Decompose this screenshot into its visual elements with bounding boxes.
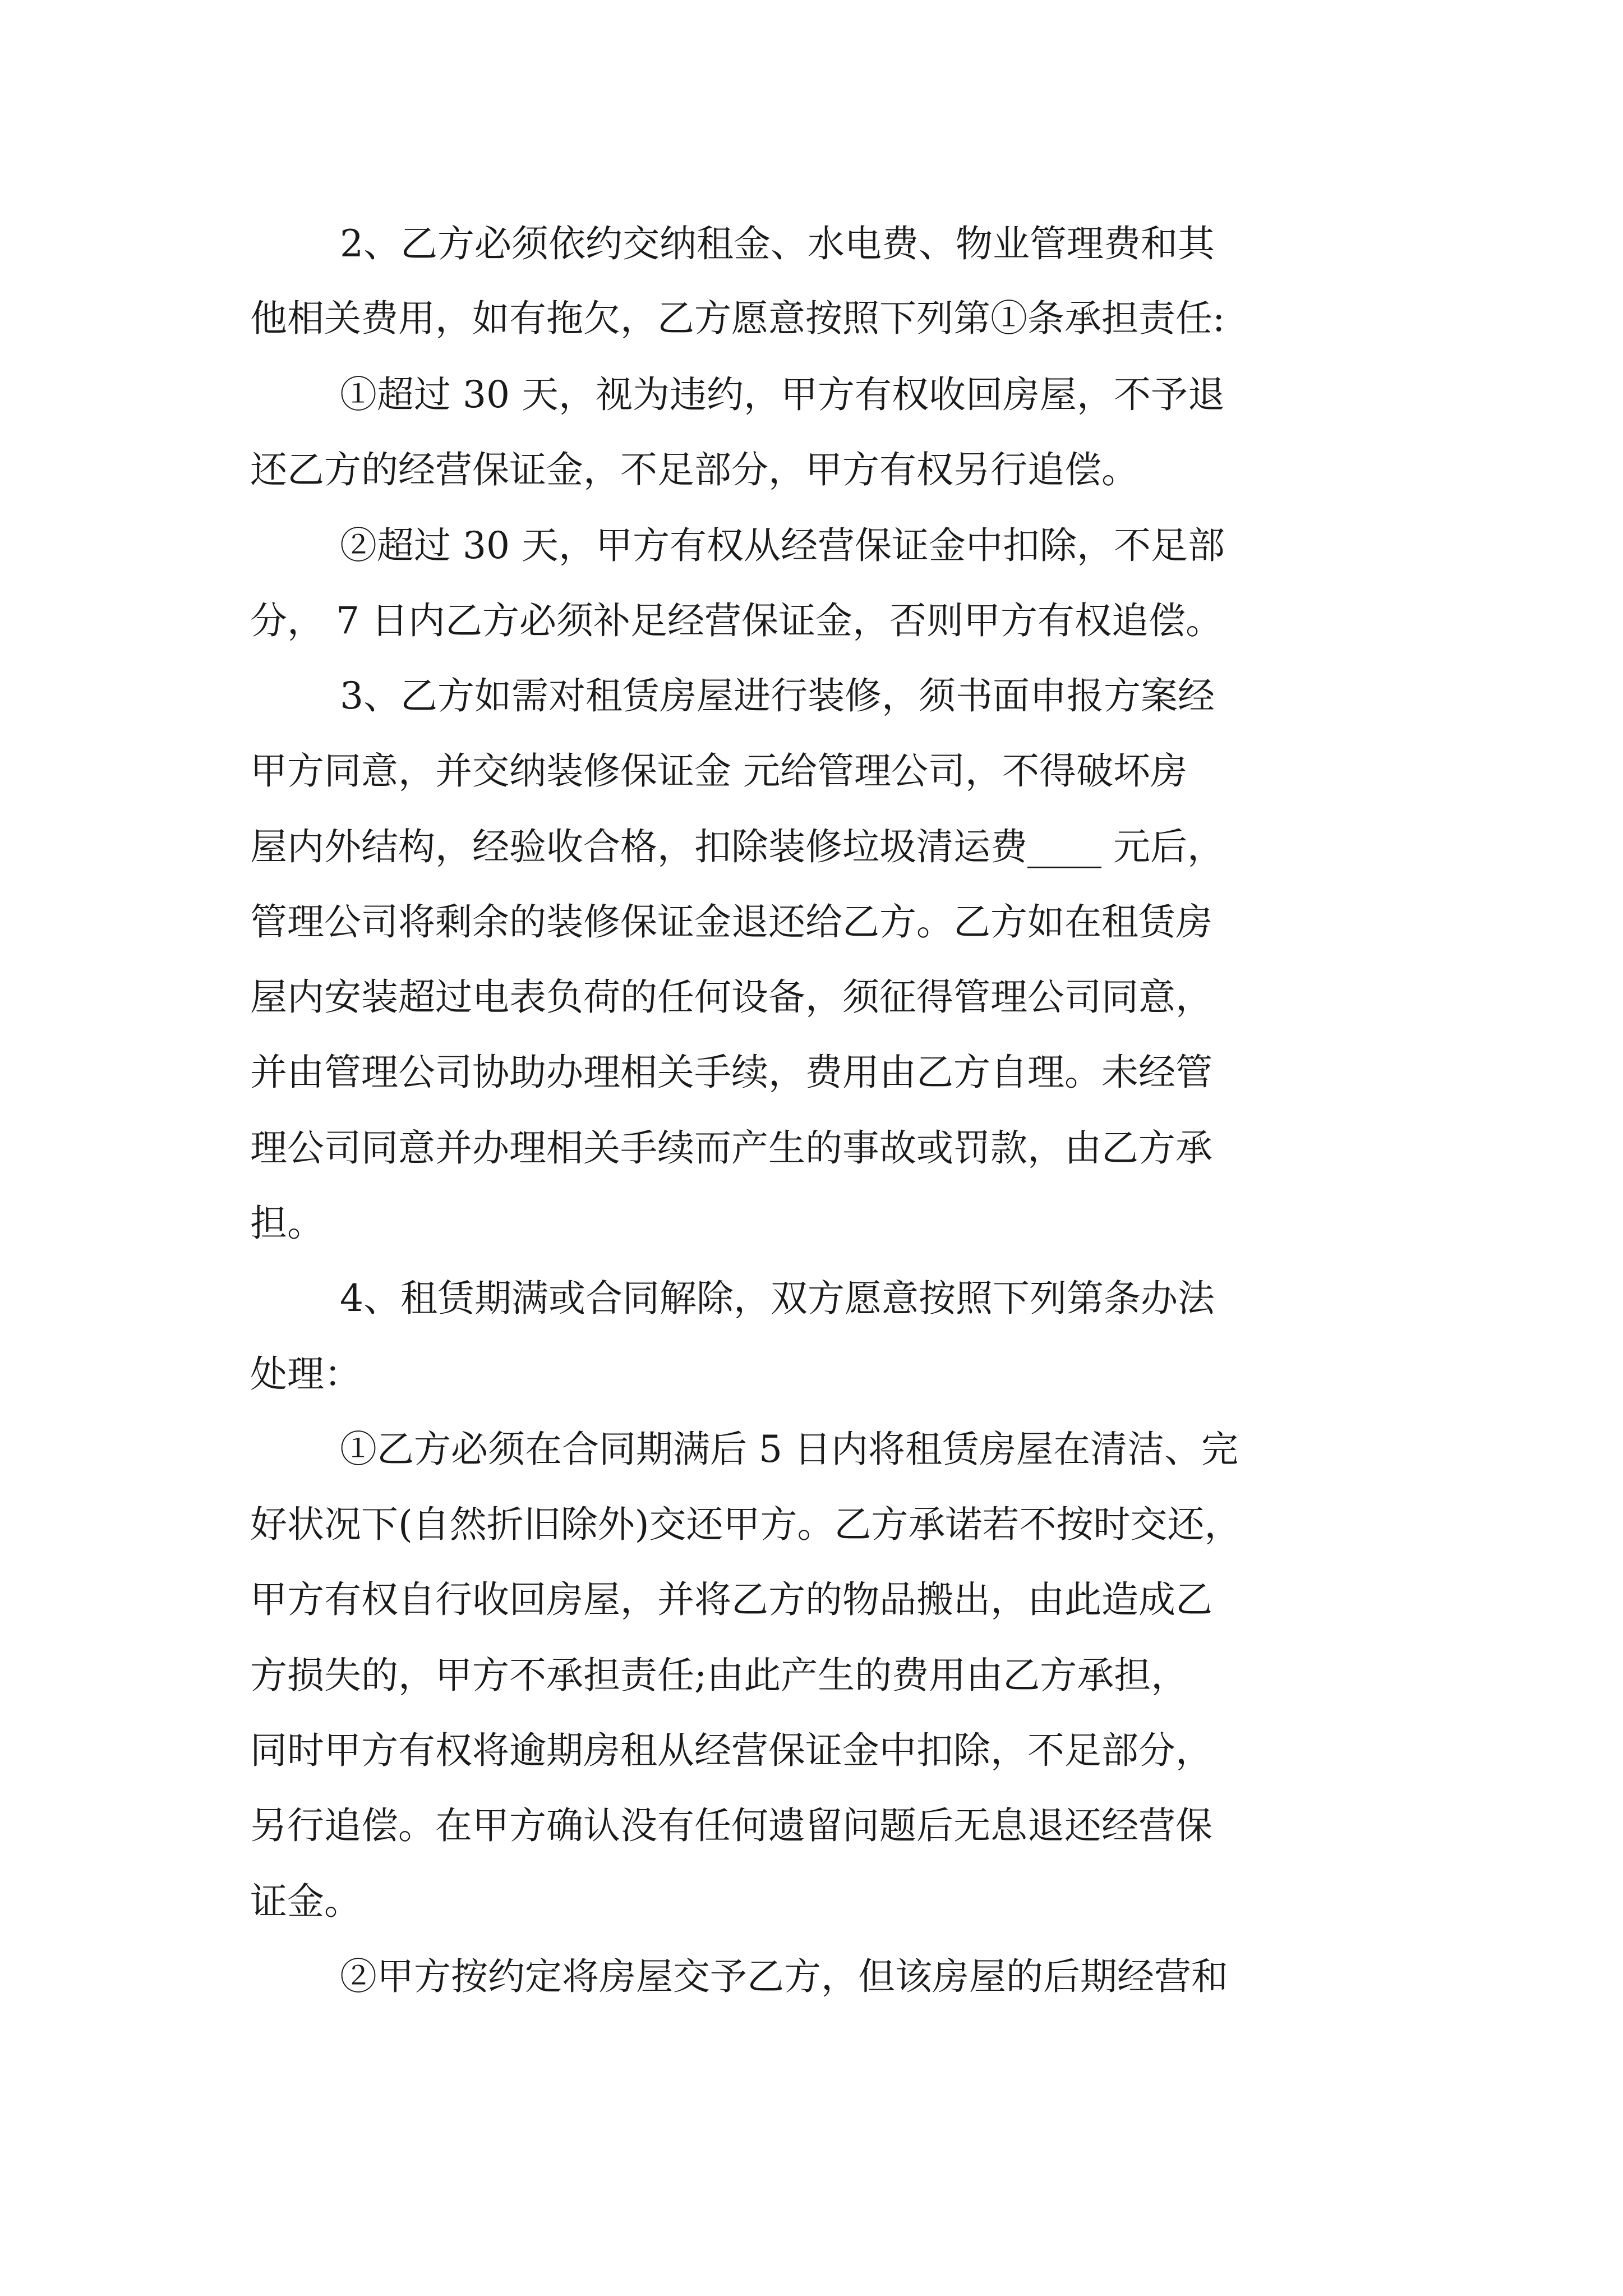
text-line: 处理： bbox=[250, 1352, 361, 1396]
text-line: 屋内外结构，经验收合格，扣除装修垃圾清运费____ 元后， bbox=[250, 825, 1224, 868]
text-line: 证金。 bbox=[250, 1880, 361, 1923]
text-line: ②超过 30 天，甲方有权从经营保证金中扣除，不足部 bbox=[340, 524, 1225, 567]
text-line: 方损失的，甲方不承担责任;由此产生的费用由乙方承担， bbox=[250, 1654, 1188, 1697]
text-line: 并由管理公司协助办理相关手续，费用由乙方自理。未经管 bbox=[250, 1051, 1212, 1094]
text-line: 2、乙方必须依约交纳租金、水电费、物业管理费和其 bbox=[340, 222, 1215, 265]
text-line: 担。 bbox=[250, 1202, 324, 1245]
text-line: 好状况下(自然折旧除外)交还甲方。乙方承诺若不按时交还， bbox=[250, 1503, 1242, 1546]
text-line: ②甲方按约定将房屋交予乙方，但该房屋的后期经营和 bbox=[340, 1955, 1228, 1998]
text-line: ①乙方必须在合同期满后 5 日内将租赁房屋在清洁、完 bbox=[340, 1428, 1238, 1471]
text-line: 甲方同意，并交纳装修保证金 元给管理公司，不得破坏房 bbox=[250, 749, 1187, 793]
text-line: 分， 7 日内乙方必须补足经营保证金，否则甲方有权追偿。 bbox=[250, 599, 1223, 642]
text-line: ①超过 30 天，视为违约，甲方有权收回房屋，不予退 bbox=[340, 373, 1225, 416]
text-line: 另行追偿。在甲方确认没有任何遗留问题后无息退还经营保 bbox=[250, 1804, 1212, 1847]
text-line: 3、乙方如需对租赁房屋进行装修，须书面申报方案经 bbox=[340, 674, 1215, 717]
text-line: 还乙方的经营保证金，不足部分，甲方有权另行追偿。 bbox=[250, 448, 1138, 491]
text-line: 他相关费用，如有拖欠，乙方愿意按照下列第①条承担责任: bbox=[250, 297, 1225, 340]
text-line: 管理公司将剩余的装修保证金退还给乙方。乙方如在租赁房 bbox=[250, 900, 1212, 944]
text-line: 4、租赁期满或合同解除，双方愿意按照下列第条办法 bbox=[340, 1277, 1215, 1320]
text-line: 同时甲方有权将逾期房租从经营保证金中扣除，不足部分， bbox=[250, 1729, 1212, 1772]
text-line: 屋内安装超过电表负荷的任何设备，须征得管理公司同意， bbox=[250, 976, 1212, 1019]
text-line: 甲方有权自行收回房屋，并将乙方的物品搬出，由此造成乙 bbox=[250, 1578, 1212, 1621]
text-line: 理公司同意并办理相关手续而产生的事故或罚款，由乙方承 bbox=[250, 1126, 1212, 1170]
